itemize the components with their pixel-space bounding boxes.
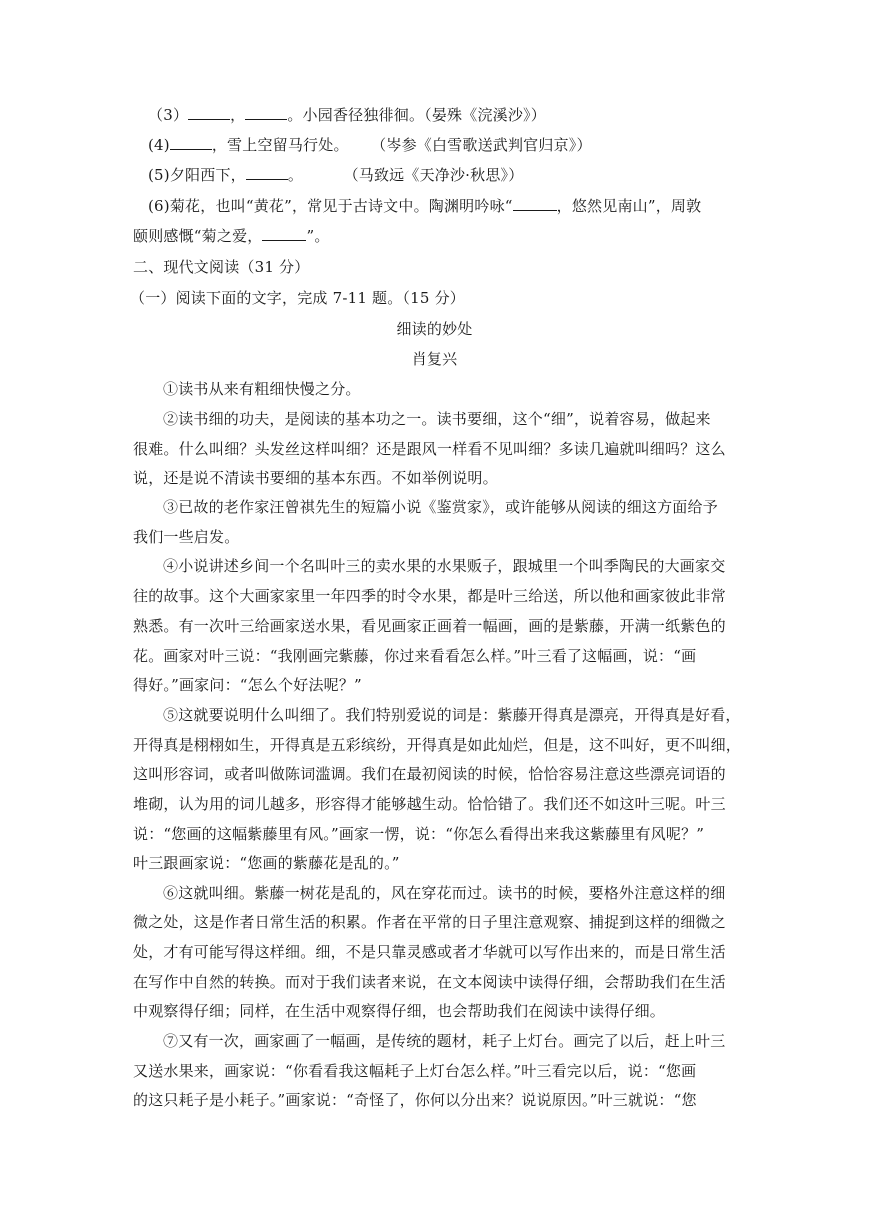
paragraph-5-line: ⑤这就要说明什么叫细了。我们特别爱说的词是：紫藤开得真是漂亮，开得真是好看，: [163, 706, 741, 724]
paragraph-5-line: 说：“您画的这幅紫藤里有风。”画家一愣，说：“你怎么看得出来我这紫藤里有风呢？”: [133, 825, 705, 843]
poem-question-6-cont: 颐则感慨“菊之爱， ”。: [133, 227, 330, 245]
answer-blank: [513, 195, 557, 211]
paragraph-4-line: ④小说讲述乡间一个名叫叶三的卖水果的水果贩子，跟城里一个叫季陶民的大画家交: [163, 557, 726, 575]
paragraph-4-line: 得好。”画家问：“怎么个好法呢？”: [133, 676, 362, 694]
poem-question-3: （3） ， 。小园香径独徘徊。（晏殊《浣溪沙》）: [148, 106, 546, 124]
paragraph-3-line: ③已故的老作家汪曾祺先生的短篇小说《鉴赏家》，或许能够从阅读的细这方面给予: [163, 498, 718, 516]
article-author: 肖复兴: [411, 350, 458, 368]
paragraph-2-line: 说，还是说不清读书要细的基本东西。不如举例说明。: [133, 469, 498, 487]
paragraph-4-line: 花。画家对叶三说：“我刚画完紫藤，你过来看看怎么样。”叶三看了这幅画，说：“画: [133, 647, 697, 665]
paragraph-5-line: 开得真是栩栩如生，开得真是五彩缤纷，开得真是如此灿烂，但是，这不叫好，更不叫细，: [133, 736, 742, 754]
poem-question-5: (5)夕阳西下， 。 （马致远《天净沙·秋思》）: [148, 166, 524, 184]
answer-blank: [262, 225, 306, 241]
paragraph-7-line: 又送水果来，画家说：“你看看我这幅耗子上灯台怎么样。”叶三看完以后，说：“您画: [133, 1062, 697, 1080]
paragraph-6-line: 在写作中自然的转换。而对于我们读者来说，在文本阅读中读得仔细，会帮助我们在生活: [133, 973, 726, 991]
paragraph-2-line: 很难。什么叫细？头发丝这样叫细？还是跟风一样看不见叫细？多读几遍就叫细吗？这么: [133, 440, 726, 458]
paragraph-4-line: 往的故事。这个大画家家里一年四季的时令水果，都是叶三给送，所以他和画家彼此非常: [133, 587, 726, 605]
paragraph-1: ①读书从来有粗细快慢之分。: [163, 380, 361, 398]
paragraph-6-line: 中观察得仔细；同样，在生活中观察得仔细，也会帮助我们在阅读中读得仔细。: [133, 1002, 666, 1020]
section-title: 二、现代文阅读（31 分）: [133, 258, 310, 276]
answer-blank: [245, 104, 287, 120]
poem-question-6: (6)菊花，也叫“黄花”，常见于古诗文中。陶渊明吟咏“ ，悠然见南山”，周敦: [148, 197, 702, 215]
paragraph-7-line: 的这只耗子是小耗子。”画家说：“奇怪了，你何以分出来？说说原因。”叶三就说：“您: [133, 1091, 697, 1109]
paragraph-7-line: ⑦又有一次，画家画了一幅画，是传统的题材，耗子上灯台。画完了以后，赶上叶三: [163, 1032, 726, 1050]
paragraph-3-line: 我们一些启发。: [133, 528, 240, 546]
paragraph-6-line: 处，才有可能写得这样细。细，不是只靠灵感或者才华就可以写作出来的，而是日常生活: [133, 943, 726, 961]
poem-question-4: (4) ，雪上空留马行处。 （岑参《白雪歌送武判官归京》）: [148, 136, 592, 154]
answer-blank: [246, 164, 288, 180]
paragraph-4-line: 熟悉。有一次叶三给画家送水果，看见画家正画着一幅画，画的是紫藤，开满一纸紫色的: [133, 617, 726, 635]
answer-blank: [170, 134, 212, 150]
paragraph-5-line: 叶三跟画家说：“您画的紫藤花是乱的。”: [133, 854, 400, 872]
sub-section-title: （一）阅读下面的文字，完成 7-11 题。（15 分）: [130, 289, 465, 307]
paragraph-6-line: 微之处，这是作者日常生活的积累。作者在平常的日子里注意观察、捕捉到这样的细微之: [133, 913, 726, 931]
paragraph-5-line: 堆砌，认为用的词儿越多，形容得才能够越生动。恰恰错了。我们还不如这叶三呢。叶三: [133, 795, 726, 813]
paragraph-5-line: 这叫形容词，或者叫做陈词滥调。我们在最初阅读的时候，恰恰容易注意这些漂亮词语的: [133, 765, 726, 783]
paragraph-6-line: ⑥这就叫细。紫藤一树花是乱的，风在穿花而过。读书的时候，要格外注意这样的细: [163, 884, 726, 902]
answer-blank: [188, 104, 230, 120]
q3-number: （3）: [148, 106, 189, 124]
paragraph-2-line: ②读书细的功夫，是阅读的基本功之一。读书要细，这个“细”，说着容易，做起来: [163, 410, 711, 428]
article-title: 细读的妙处: [396, 320, 473, 338]
